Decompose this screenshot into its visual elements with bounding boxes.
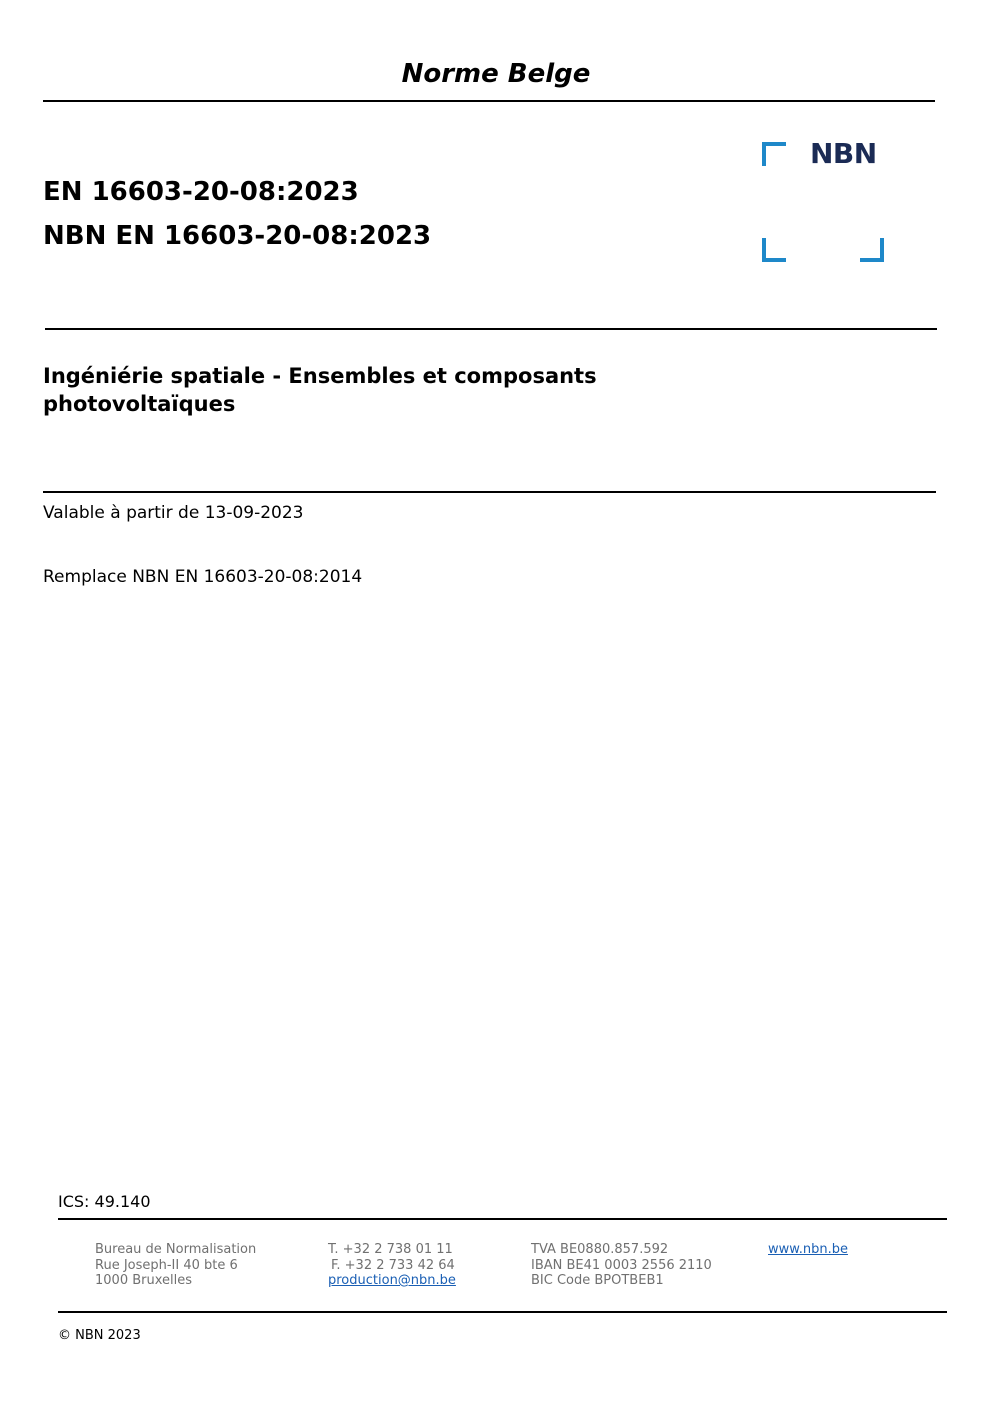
page-header-title: Norme Belge xyxy=(401,59,591,89)
footer-contact xyxy=(328,1242,456,1289)
ics-code: ICS: 49.140 xyxy=(58,1192,151,1211)
validity-date: Valable à partir de 13-09-2023 xyxy=(43,503,304,523)
header-divider xyxy=(43,100,935,102)
footer-web xyxy=(768,1242,848,1258)
en-standard-number: EN 16603-20-08:2023 xyxy=(43,177,359,207)
footer-address xyxy=(95,1242,256,1289)
title-divider-bottom xyxy=(43,491,936,493)
address-line-2: Rue Joseph-II 40 bte 6 xyxy=(95,1257,238,1273)
copyright-notice: © NBN 2023 xyxy=(58,1328,141,1343)
logo-corner-bottom-right xyxy=(860,238,884,262)
vat-number: TVA BE0880.857.592 xyxy=(531,1242,669,1257)
website-link[interactable]: www.nbn.be xyxy=(768,1242,848,1257)
phone-number: T. +32 2 738 01 11 xyxy=(328,1242,453,1257)
address-line-1: Bureau de Normalisation xyxy=(95,1242,257,1257)
nbn-logo xyxy=(762,137,884,262)
footer-banking xyxy=(531,1242,712,1289)
logo-text: NBN xyxy=(810,137,877,170)
document-title xyxy=(43,362,743,418)
document-title-line-1: Ingéniérie spatiale - Ensembles et composants xyxy=(43,364,597,388)
footer-divider-bottom xyxy=(58,1311,947,1313)
nbn-standard-number: NBN EN 16603-20-08:2023 xyxy=(43,221,432,251)
document-title-line-2: photovoltaïques xyxy=(43,392,236,416)
email-link[interactable]: production@nbn.be xyxy=(328,1273,456,1288)
bic-code: BIC Code BPOTBEB1 xyxy=(531,1273,664,1288)
fax-number: F. +32 2 733 42 64 xyxy=(331,1257,455,1273)
logo-corner-bottom-left xyxy=(762,238,786,262)
replaces-standard: Remplace NBN EN 16603-20-08:2014 xyxy=(43,567,363,587)
title-divider-top xyxy=(45,328,937,330)
iban-number: IBAN BE41 0003 2556 2110 xyxy=(531,1257,712,1273)
footer-divider-top xyxy=(58,1218,947,1220)
logo-corner-top-left xyxy=(762,142,786,166)
address-line-3: 1000 Bruxelles xyxy=(95,1273,193,1288)
